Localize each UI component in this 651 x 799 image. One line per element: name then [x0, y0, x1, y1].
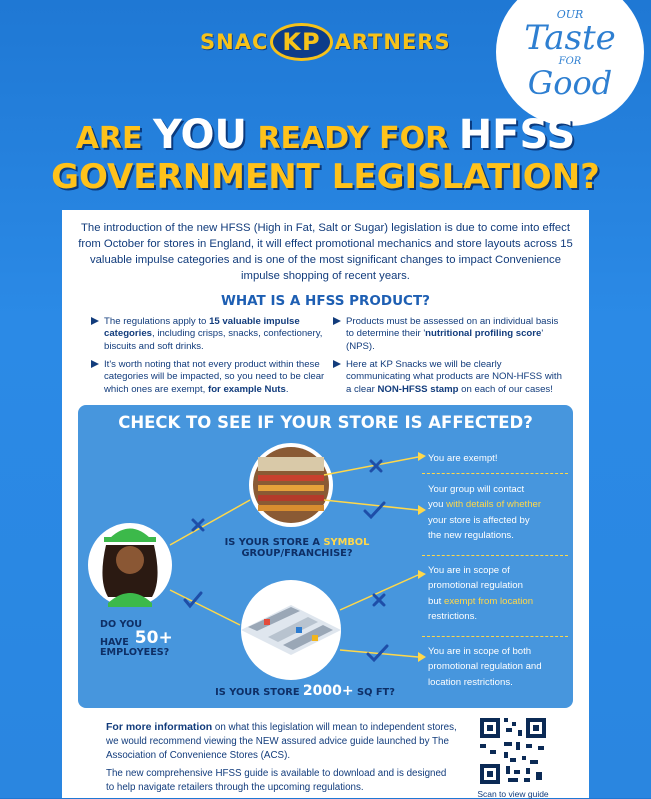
result-divider	[422, 636, 568, 637]
result-divider	[422, 473, 568, 474]
check-store-heading: CHECK TO SEE IF YOUR STORE IS AFFECTED?	[118, 413, 533, 432]
title-line-2: GOVERNMENT LEGISLATION?	[51, 157, 600, 197]
store-layout-illustration	[241, 580, 341, 680]
bullet-non-hfss-stamp: Here at KP Snacks we will be clearly communicating what products are NON-HFSS with a clear NON-HFSS stamp on each of our cases!	[346, 359, 568, 396]
kp-logo-mark: KP	[270, 23, 332, 61]
badge-good: Good	[527, 64, 613, 102]
result-group-contact: Your group will contact you with details of whether your store is affected by the new regulations.	[428, 484, 542, 542]
arrow-heads	[418, 452, 426, 662]
bullet-arrow-icon	[333, 317, 341, 325]
bullet-exempt: It's worth noting that not every product within these categories will be impacted, so you need to be clear which ones are exempt, for example Nuts.	[104, 359, 326, 396]
what-is-hfss-heading: WHAT IS A HFSS PRODUCT?	[220, 293, 431, 309]
bullet-nps: Products must be assessed on an individual basis to determine their 'nutritional profiling score' (NPS).	[346, 316, 568, 353]
title-hfss: HFSS	[458, 112, 576, 158]
qr-caption: Scan to view guide	[477, 789, 549, 799]
badge-taste: Taste	[524, 18, 616, 58]
bullet-arrow-icon	[333, 360, 341, 368]
store-interior-photo	[249, 443, 333, 527]
bullet-arrow-icon	[91, 360, 99, 368]
badge-our: OUR	[556, 8, 584, 21]
question-store-size: IS YOUR STORE 2000+ SQ FT?	[215, 683, 395, 699]
page-title	[0, 112, 651, 197]
title-are: ARE	[75, 121, 143, 156]
question-symbol-group: IS YOUR STORE A SYMBOL GROUP/FRANCHISE?	[224, 537, 370, 559]
logo-text-left: SNAC	[200, 30, 269, 54]
more-information-text: For more information on what this legislation will mean to independent stores, we would recommend viewing the NEW assured advice guide launched by The Association of Convenience Stores (ACS).	[106, 721, 457, 762]
no-icon	[374, 595, 384, 605]
our-taste-for-good-badge	[496, 0, 644, 126]
logo-text-right: ARTNERS	[334, 30, 451, 54]
question-50-employees: DO YOU HAVE 50+ EMPLOYEES?	[100, 619, 173, 658]
badge-for: FOR	[558, 56, 582, 67]
bullet-regulations: The regulations apply to 15 valuable impulse categories, including crisps, snacks, confectionery, biscuits and soft drinks.	[104, 316, 326, 353]
result-divider	[422, 555, 568, 556]
bullet-arrow-icon	[91, 317, 99, 325]
snack-partners-logo	[200, 22, 451, 62]
title-ready-for: READY FOR	[257, 121, 449, 156]
qr-code-icon[interactable]	[478, 716, 548, 786]
guide-text: The new comprehensive HFSS guide is available to download and is designed to help navigate retailers through the upcoming regulations.	[106, 768, 447, 794]
title-line-1	[0, 112, 651, 158]
result-full-scope: You are in scope of both promotional regulation and location restrictions.	[428, 646, 542, 688]
employee-avatar	[88, 523, 172, 607]
title-you: YOU	[152, 112, 247, 158]
result-exempt: You are exempt!	[428, 453, 498, 464]
result-promotional-scope: You are in scope of promotional regulation but exempt from location restrictions.	[428, 565, 534, 623]
intro-paragraph: The introduction of the new HFSS (High in Fat, Salt or Sugar) legislation is due to come into effect from October for stores in England, it will effect promotional mechanics and store layouts across 15 valuable impulse categories and is one of the most significant changes to impact Convenience impulse shopping of recent years.	[78, 222, 573, 283]
